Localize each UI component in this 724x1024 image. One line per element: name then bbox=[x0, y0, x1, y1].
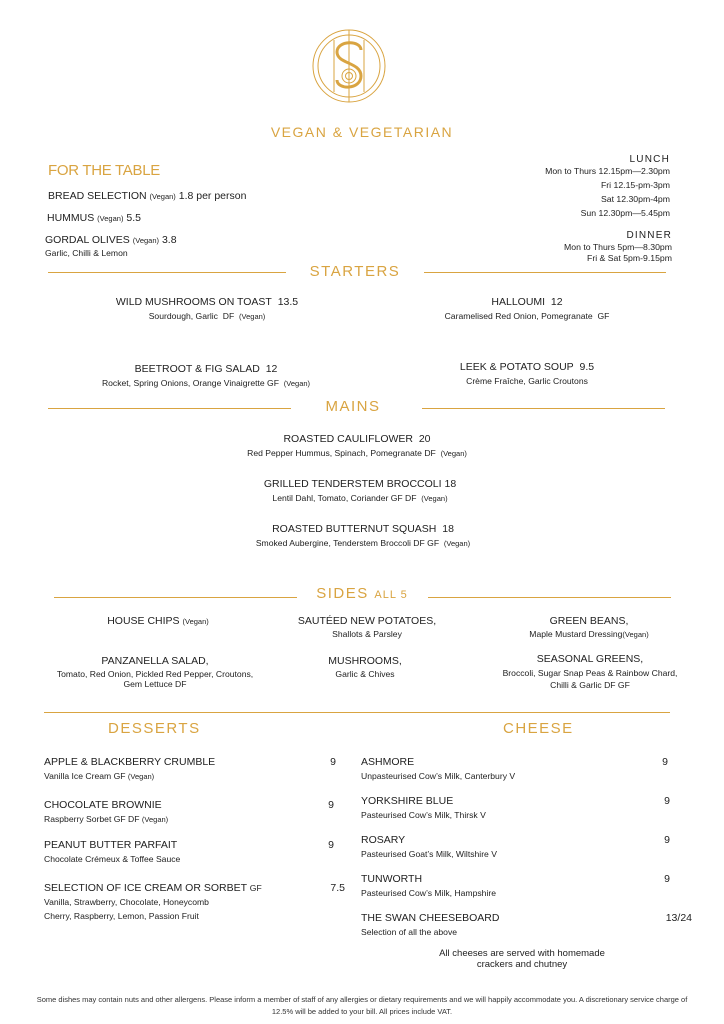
item-diet: GF bbox=[249, 883, 262, 893]
cheese-note-line: crackers and chutney bbox=[476, 959, 568, 970]
item-tag: (Vegan) bbox=[443, 539, 471, 548]
item-description: Tomato, Red Onion, Pickled Red Pepper, Croutons, bbox=[56, 669, 254, 679]
item-tag: (Vegan) bbox=[141, 815, 169, 824]
item-price: 12 bbox=[550, 296, 563, 308]
item-price: 18 bbox=[444, 478, 457, 490]
item-description: Vanilla, Strawberry, Chocolate, Honeycomb bbox=[44, 897, 209, 907]
item-name: CHOCOLATE BROWNIE bbox=[44, 799, 162, 811]
item-price: 12 bbox=[265, 363, 278, 375]
item-name: MUSHROOMS, bbox=[328, 655, 402, 667]
side-item bbox=[25, 655, 285, 689]
starters-title: STARTERS bbox=[309, 263, 401, 280]
item-name: PANZANELLA SALAD, bbox=[101, 655, 209, 667]
item-name: ROSARY bbox=[361, 834, 406, 846]
sides-title bbox=[297, 585, 427, 602]
item-name: HALLOUMI bbox=[491, 296, 546, 308]
item-description: Pasteurised Cow’s Milk, Hampshire bbox=[361, 888, 496, 898]
item-price: 3.8 bbox=[161, 234, 177, 246]
item-description: Pasteurised Goat’s Milk, Wiltshire V bbox=[361, 849, 497, 859]
item-name: ROASTED CAULIFLOWER bbox=[283, 433, 413, 445]
item-price: 13.5 bbox=[277, 296, 299, 308]
menu-item bbox=[213, 523, 513, 548]
item-name: ASHMORE bbox=[361, 756, 415, 768]
dinner-hours-line: Fri & Sat 5pm-9.15pm bbox=[587, 253, 672, 263]
item-name: APPLE & BLACKBERRY CRUMBLE bbox=[44, 756, 216, 768]
item-name: PEANUT BUTTER PARFAIT bbox=[44, 839, 178, 851]
item-price: 18 bbox=[442, 523, 454, 535]
lunch-hours-line: Sat 12.30pm-4pm bbox=[600, 194, 670, 204]
swan-monogram-logo bbox=[312, 26, 386, 106]
item-description: Gem Lettuce DF bbox=[123, 679, 187, 689]
dinner-hours-line: Mon to Thurs 5pm—8.30pm bbox=[564, 242, 672, 252]
menu-item bbox=[377, 296, 677, 321]
mains-title: MAINS bbox=[325, 398, 381, 415]
footer-line: 12.5% will be added to your bill. All prices include VAT. bbox=[271, 1007, 453, 1016]
item-tag: (Vegan) bbox=[440, 449, 467, 458]
item-price: 9 bbox=[328, 799, 334, 811]
item-name: GORDAL OLIVES bbox=[45, 234, 130, 246]
item-tag: (Vegan) bbox=[182, 617, 209, 626]
footer-line: Some dishes may contain nuts and other allergens. Please inform a member of staff of any allergies or dietary requirements and we will happily accommodate you. A discretionary service charge of bbox=[36, 995, 688, 1004]
divider bbox=[44, 712, 670, 713]
item-description: Lentil Dahl, Tomato, Coriander GF DF bbox=[272, 493, 417, 503]
cheese-note-line: All cheeses are served with homemade bbox=[439, 948, 605, 959]
item-tag: (Vegan) bbox=[97, 214, 124, 223]
menu-item bbox=[57, 296, 357, 321]
item-diet: GF bbox=[597, 311, 610, 321]
item-name: LEEK & POTATO SOUP bbox=[459, 361, 574, 373]
list-item bbox=[45, 234, 177, 246]
item-price: 9 bbox=[664, 834, 670, 846]
item-description: Vanilla Ice Cream GF bbox=[44, 771, 126, 781]
allergen-footer bbox=[0, 994, 724, 1018]
item-name: HOUSE CHIPS bbox=[107, 615, 180, 627]
item-price: 1.8 per person bbox=[178, 190, 247, 202]
item-tag: (Vegan) bbox=[132, 236, 160, 245]
menu-tagline: VEGAN & VEGETARIAN bbox=[270, 124, 454, 140]
item-name: GRILLED TENDERSTEM BROCCOLI bbox=[263, 478, 442, 490]
sides-price: ALL 5 bbox=[374, 589, 408, 601]
item-description: Caramelised Red Onion, Pomegranate bbox=[444, 311, 593, 321]
cheese-note bbox=[407, 948, 637, 970]
item-name: HUMMUS bbox=[47, 212, 95, 224]
item-tag: (Vegan) bbox=[421, 494, 448, 503]
item-name: WILD MUSHROOMS ON TOAST bbox=[115, 296, 272, 308]
item-name: BREAD SELECTION bbox=[48, 190, 147, 202]
item-name: GREEN BEANS, bbox=[549, 615, 629, 627]
divider bbox=[428, 597, 671, 598]
menu-item bbox=[56, 363, 356, 388]
item-tag: (Vegan) bbox=[283, 379, 311, 388]
item-price: 7.5 bbox=[330, 882, 345, 894]
item-description: Chocolate Crémeux & Toffee Sauce bbox=[44, 854, 181, 864]
item-price: 9 bbox=[328, 839, 334, 851]
item-name: TUNWORTH bbox=[361, 873, 423, 885]
item-name: YORKSHIRE BLUE bbox=[361, 795, 454, 807]
divider bbox=[424, 272, 666, 273]
item-price: 13/24 bbox=[665, 912, 692, 924]
item-description: Raspberry Sorbet GF DF bbox=[44, 814, 140, 824]
item-description: Smoked Aubergine, Tenderstem Broccoli DF GF bbox=[255, 538, 440, 548]
divider bbox=[54, 597, 297, 598]
for-the-table-title: FOR THE TABLE bbox=[48, 162, 160, 179]
menu-item bbox=[377, 361, 677, 386]
side-item bbox=[247, 615, 487, 639]
item-description: Garlic & Chives bbox=[335, 669, 395, 679]
item-description: Red Pepper Hummus, Spinach, Pomegranate DF bbox=[247, 448, 436, 458]
item-price: 9 bbox=[664, 873, 670, 885]
item-description: Pasteurised Cow’s Milk, Thirsk V bbox=[361, 810, 486, 820]
divider bbox=[48, 408, 291, 409]
dinner-title: DINNER bbox=[626, 230, 672, 241]
item-name: SELECTION OF ICE CREAM OR SORBET bbox=[44, 882, 247, 894]
item-price: 5.5 bbox=[126, 212, 141, 224]
menu-item bbox=[210, 478, 510, 503]
item-description: Crème Fraîche, Garlic Croutons bbox=[466, 376, 588, 386]
item-name: ROASTED BUTTERNUT SQUASH bbox=[272, 523, 437, 535]
item-diet: DF bbox=[222, 311, 235, 321]
item-name: SAUTÉED NEW POTATOES, bbox=[297, 615, 437, 627]
side-item bbox=[265, 655, 465, 679]
side-item bbox=[470, 653, 710, 690]
sides-title-text: SIDES bbox=[316, 585, 369, 602]
item-description: Unpasteurised Cow’s Milk, Canterbury V bbox=[361, 771, 516, 781]
item-tag: (Vegan) bbox=[239, 312, 266, 321]
item-description: Rocket, Spring Onions, Orange Vinaigrette GF bbox=[101, 378, 279, 388]
item-price: 9 bbox=[330, 756, 336, 768]
item-description: Broccoli, Sugar Snap Peas & Rainbow Chard, bbox=[502, 668, 678, 678]
item-description: Selection of all the above bbox=[361, 927, 458, 937]
side-item bbox=[489, 615, 689, 639]
list-item bbox=[47, 212, 141, 224]
item-description: Cherry, Raspberry, Lemon, Passion Fruit bbox=[44, 911, 199, 921]
lunch-hours-line: Mon to Thurs 12.15pm—2.30pm bbox=[545, 166, 670, 176]
item-description: Chilli & Garlic DF GF bbox=[550, 680, 630, 690]
desserts-title: DESSERTS bbox=[108, 720, 201, 737]
item-price: 20 bbox=[418, 433, 431, 445]
item-description: Shallots & Parsley bbox=[332, 629, 402, 639]
lunch-title: LUNCH bbox=[629, 154, 670, 165]
lunch-hours-line: Fri 12.15-pm-3pm bbox=[600, 180, 670, 190]
item-price: 9.5 bbox=[579, 361, 595, 373]
item-name: BEETROOT & FIG SALAD bbox=[134, 363, 260, 375]
item-tag: (Vegan) bbox=[622, 630, 649, 639]
item-description: Maple Mustard Dressing bbox=[529, 629, 623, 639]
item-tag: (Vegan) bbox=[149, 192, 176, 201]
list-item bbox=[48, 190, 246, 202]
item-name: SEASONAL GREENS, bbox=[536, 653, 644, 665]
cheese-title: CHEESE bbox=[503, 720, 574, 737]
menu-item bbox=[207, 433, 507, 458]
divider bbox=[48, 272, 286, 273]
item-description: Garlic, Chilli & Lemon bbox=[45, 248, 128, 258]
item-price: 9 bbox=[662, 756, 668, 768]
item-description: Sourdough, Garlic bbox=[148, 311, 218, 321]
item-tag: (Vegan) bbox=[127, 772, 155, 781]
item-price: 9 bbox=[664, 795, 670, 807]
lunch-hours-line: Sun 12.30pm—5.45pm bbox=[580, 208, 670, 218]
divider bbox=[422, 408, 665, 409]
item-name: THE SWAN CHEESEBOARD bbox=[361, 912, 500, 924]
side-item bbox=[58, 615, 258, 627]
